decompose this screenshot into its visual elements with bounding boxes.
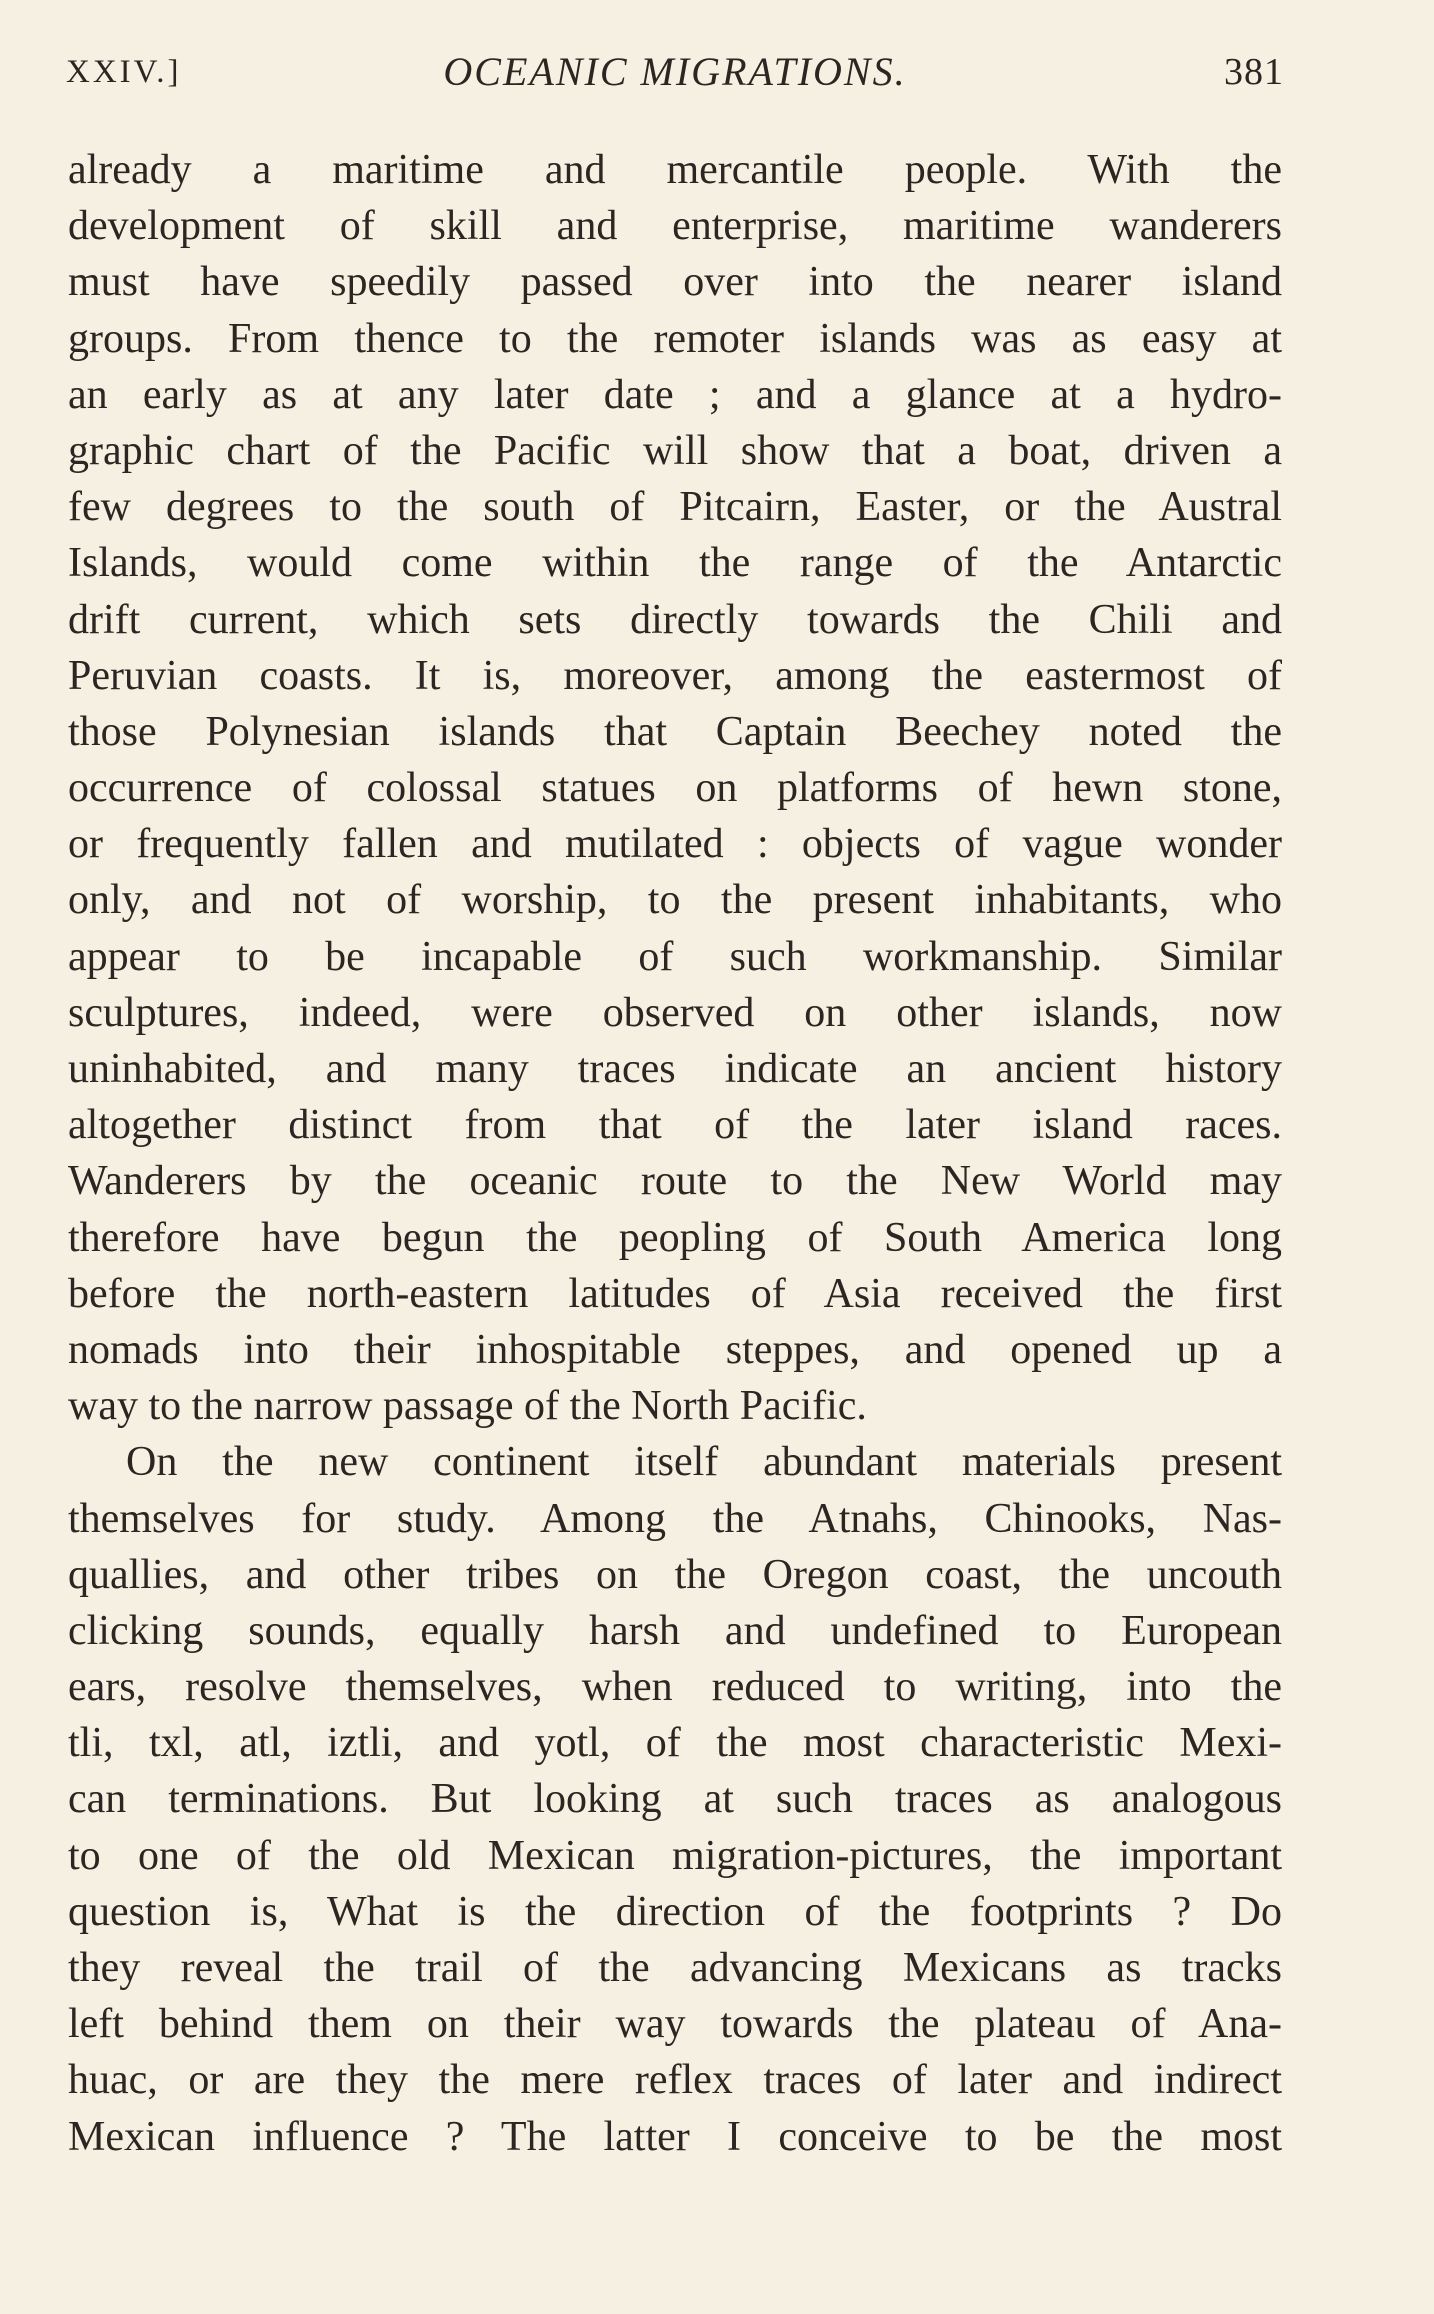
text-line: Mexican influence ? The latter I conceive to be the most [68,2113,1282,2160]
text-line: therefore have begun the peopling of South America long [68,1214,1282,1261]
text-line: sculptures, indeed, were observed on other islands, now [68,989,1282,1036]
text-line: must have speedily passed over into the nearer island [68,259,1282,306]
text-line: occurrence of colossal statues on platforms of hewn stone, [68,765,1282,812]
text-line: tli, txl, atl, iztli, and yotl, of the most characteristic Mexi- [68,1720,1282,1767]
text-line: or frequently fallen and mutilated : objects of vague wonder [68,821,1282,868]
text-line: huac, or are they the mere reflex traces of later and indirect [68,2057,1282,2104]
running-head [66,48,1284,108]
chapter-number: XXIV.] [66,54,182,90]
text-line: appear to be incapable of such workmanship. Similar [68,933,1282,980]
body-text [68,142,1282,2165]
text-line: themselves for study. Among the Atnahs, Chinooks, Nas- [68,1495,1282,1542]
text-line: before the north-eastern latitudes of Asia received the first [68,1270,1282,1317]
text-line: nomads into their inhospitable steppes, and opened up a [68,1326,1282,1373]
text-line: an early as at any later date ; and a glance at a hydro- [68,371,1282,418]
text-line: altogether distinct from that of the later island races. [68,1102,1282,1149]
text-line: Peruvian coasts. It is, moreover, among the eastermost of [68,652,1282,699]
text-line: quallies, and other tribes on the Oregon coast, the uncouth [68,1551,1282,1598]
text-line: development of skill and enterprise, maritime wanderers [68,203,1282,250]
page-number: 381 [1224,51,1284,93]
text-line: they reveal the trail of the advancing Mexicans as tracks [68,1945,1282,1991]
text-line: can terminations. But looking at such traces as analogous [68,1776,1282,1823]
text-line: graphic chart of the Pacific will show that a boat, driven a [68,427,1282,474]
text-line: Islands, would come within the range of the Antarctic [68,540,1282,587]
text-line: only, and not of worship, to the present inhabitants, who [68,877,1282,924]
text-line: already a maritime and mercantile people. With the [68,147,1282,193]
paragraph-end-line: way to the narrow passage of the North Pacific. [68,1383,867,1430]
text-line: question is, What is the direction of the footprints ? Do [68,1888,1282,1935]
text-line: those Polynesian islands that Captain Beechey noted the [68,708,1282,755]
text-line: ears, resolve themselves, when reduced to writing, into the [68,1664,1282,1711]
text-line: left behind them on their way towards the plateau of Ana- [68,2001,1282,2048]
text-line: clicking sounds, equally harsh and undefined to European [68,1607,1282,1654]
text-line: to one of the old Mexican migration-pictures, the important [68,1832,1282,1879]
text-line: few degrees to the south of Pitcairn, Easter, or the Austral [68,484,1282,531]
text-line: drift current, which sets directly towards the Chili and [68,596,1282,643]
text-line: uninhabited, and many traces indicate an ancient history [68,1046,1282,1092]
paragraph-start-line: On the new continent itself abundant materials present [126,1439,1282,1486]
text-line: Wanderers by the oceanic route to the New World may [68,1158,1282,1205]
running-title: OCEANIC MIGRATIONS. [443,49,907,94]
text-line: groups. From thence to the remoter islands was as easy at [68,315,1282,362]
